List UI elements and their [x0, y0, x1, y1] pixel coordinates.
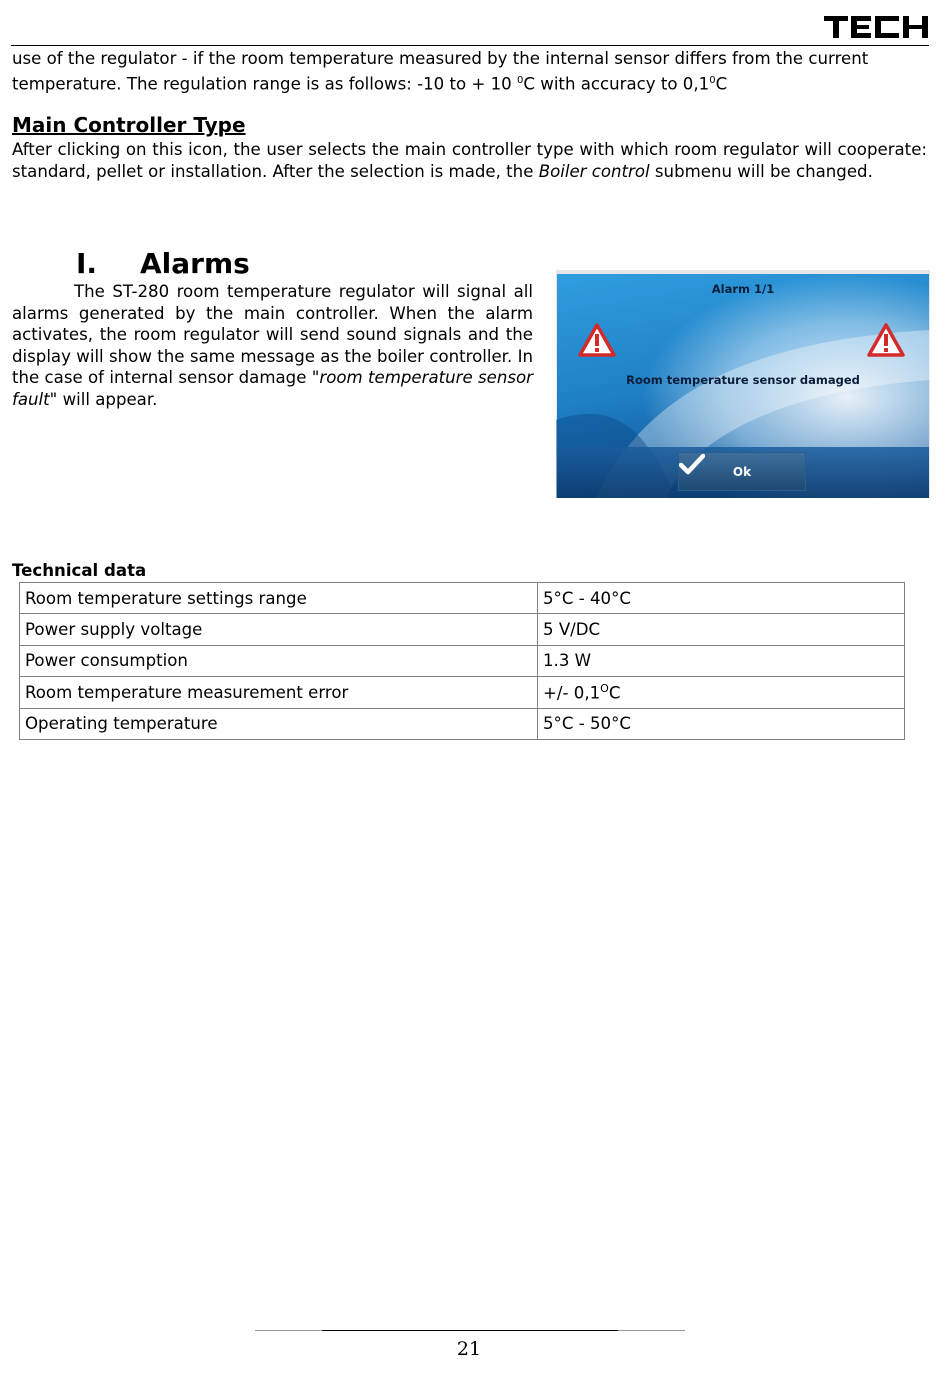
table-row — [20, 677, 905, 708]
intro-paragraph — [12, 48, 927, 95]
ok-button[interactable] — [678, 452, 806, 491]
main-controller-heading: Main Controller Type — [12, 113, 246, 137]
table-row — [20, 645, 905, 676]
spec-value: 5°C - 40°C — [538, 583, 905, 614]
spec-value: 5°C - 50°C — [538, 708, 905, 739]
alarms-paragraph: The ST-280 room temperature regulator will signal all alarms generated by the main controller. When the alarm activates, the room regulator will send sound signals and the display will show the same message as the boiler controller. In the case of internal sensor damage "room temperature sensor fault" will appear. — [12, 282, 533, 409]
intro-line-1: use of the regulator - if the room temperature measured by the internal sensor differs from the current — [12, 49, 869, 68]
main-controller-paragraph: After clicking on this icon, the user selects the main controller type with which room regulator will cooperate: standard, pellet or installation. After the selection is made, the Boiler control submenu will be changed. — [12, 140, 927, 181]
header-rule — [11, 45, 929, 46]
warning-triangle-icon — [578, 323, 616, 357]
tech-logo — [824, 14, 928, 40]
spec-label: Operating temperature — [20, 708, 538, 739]
alarm-message: Room temperature sensor damaged — [626, 373, 860, 387]
section-number: I. — [76, 247, 98, 280]
table-row — [20, 583, 905, 614]
spec-label: Room temperature settings range — [20, 583, 538, 614]
alarm-screen-image — [556, 270, 930, 498]
page-number: 21 — [456, 1338, 482, 1360]
spec-value: +/- $0,1^OC$ — [538, 677, 905, 708]
warning-triangle-icon — [867, 323, 905, 357]
boiler-control-term: Boiler control — [538, 161, 650, 181]
alarms-title: Alarms — [140, 247, 250, 280]
technical-data-heading: Technical data — [12, 561, 147, 580]
spec-value: 1.3 W — [538, 645, 905, 676]
table-row — [20, 708, 905, 739]
spec-value: 5 V/DC — [538, 614, 905, 645]
spec-label: Power supply voltage — [20, 614, 538, 645]
checkmark-icon — [679, 453, 705, 475]
table-row — [20, 614, 905, 645]
footer-rule-dark — [322, 1330, 618, 1331]
spec-label: Room temperature measurement error — [20, 677, 538, 708]
ok-label: Ok — [732, 464, 752, 479]
technical-data-table — [19, 582, 905, 740]
intro-line-2: temperature. The regulation range is as follows: -10 to + 10 $^0$C with accuracy to $0,1^0C$ — [12, 74, 728, 94]
spec-label: Power consumption — [20, 645, 538, 676]
alarms-heading — [76, 247, 250, 280]
logo-text: TECH — [824, 14, 827, 15]
alarm-title: Alarm 1/1 — [711, 282, 775, 296]
